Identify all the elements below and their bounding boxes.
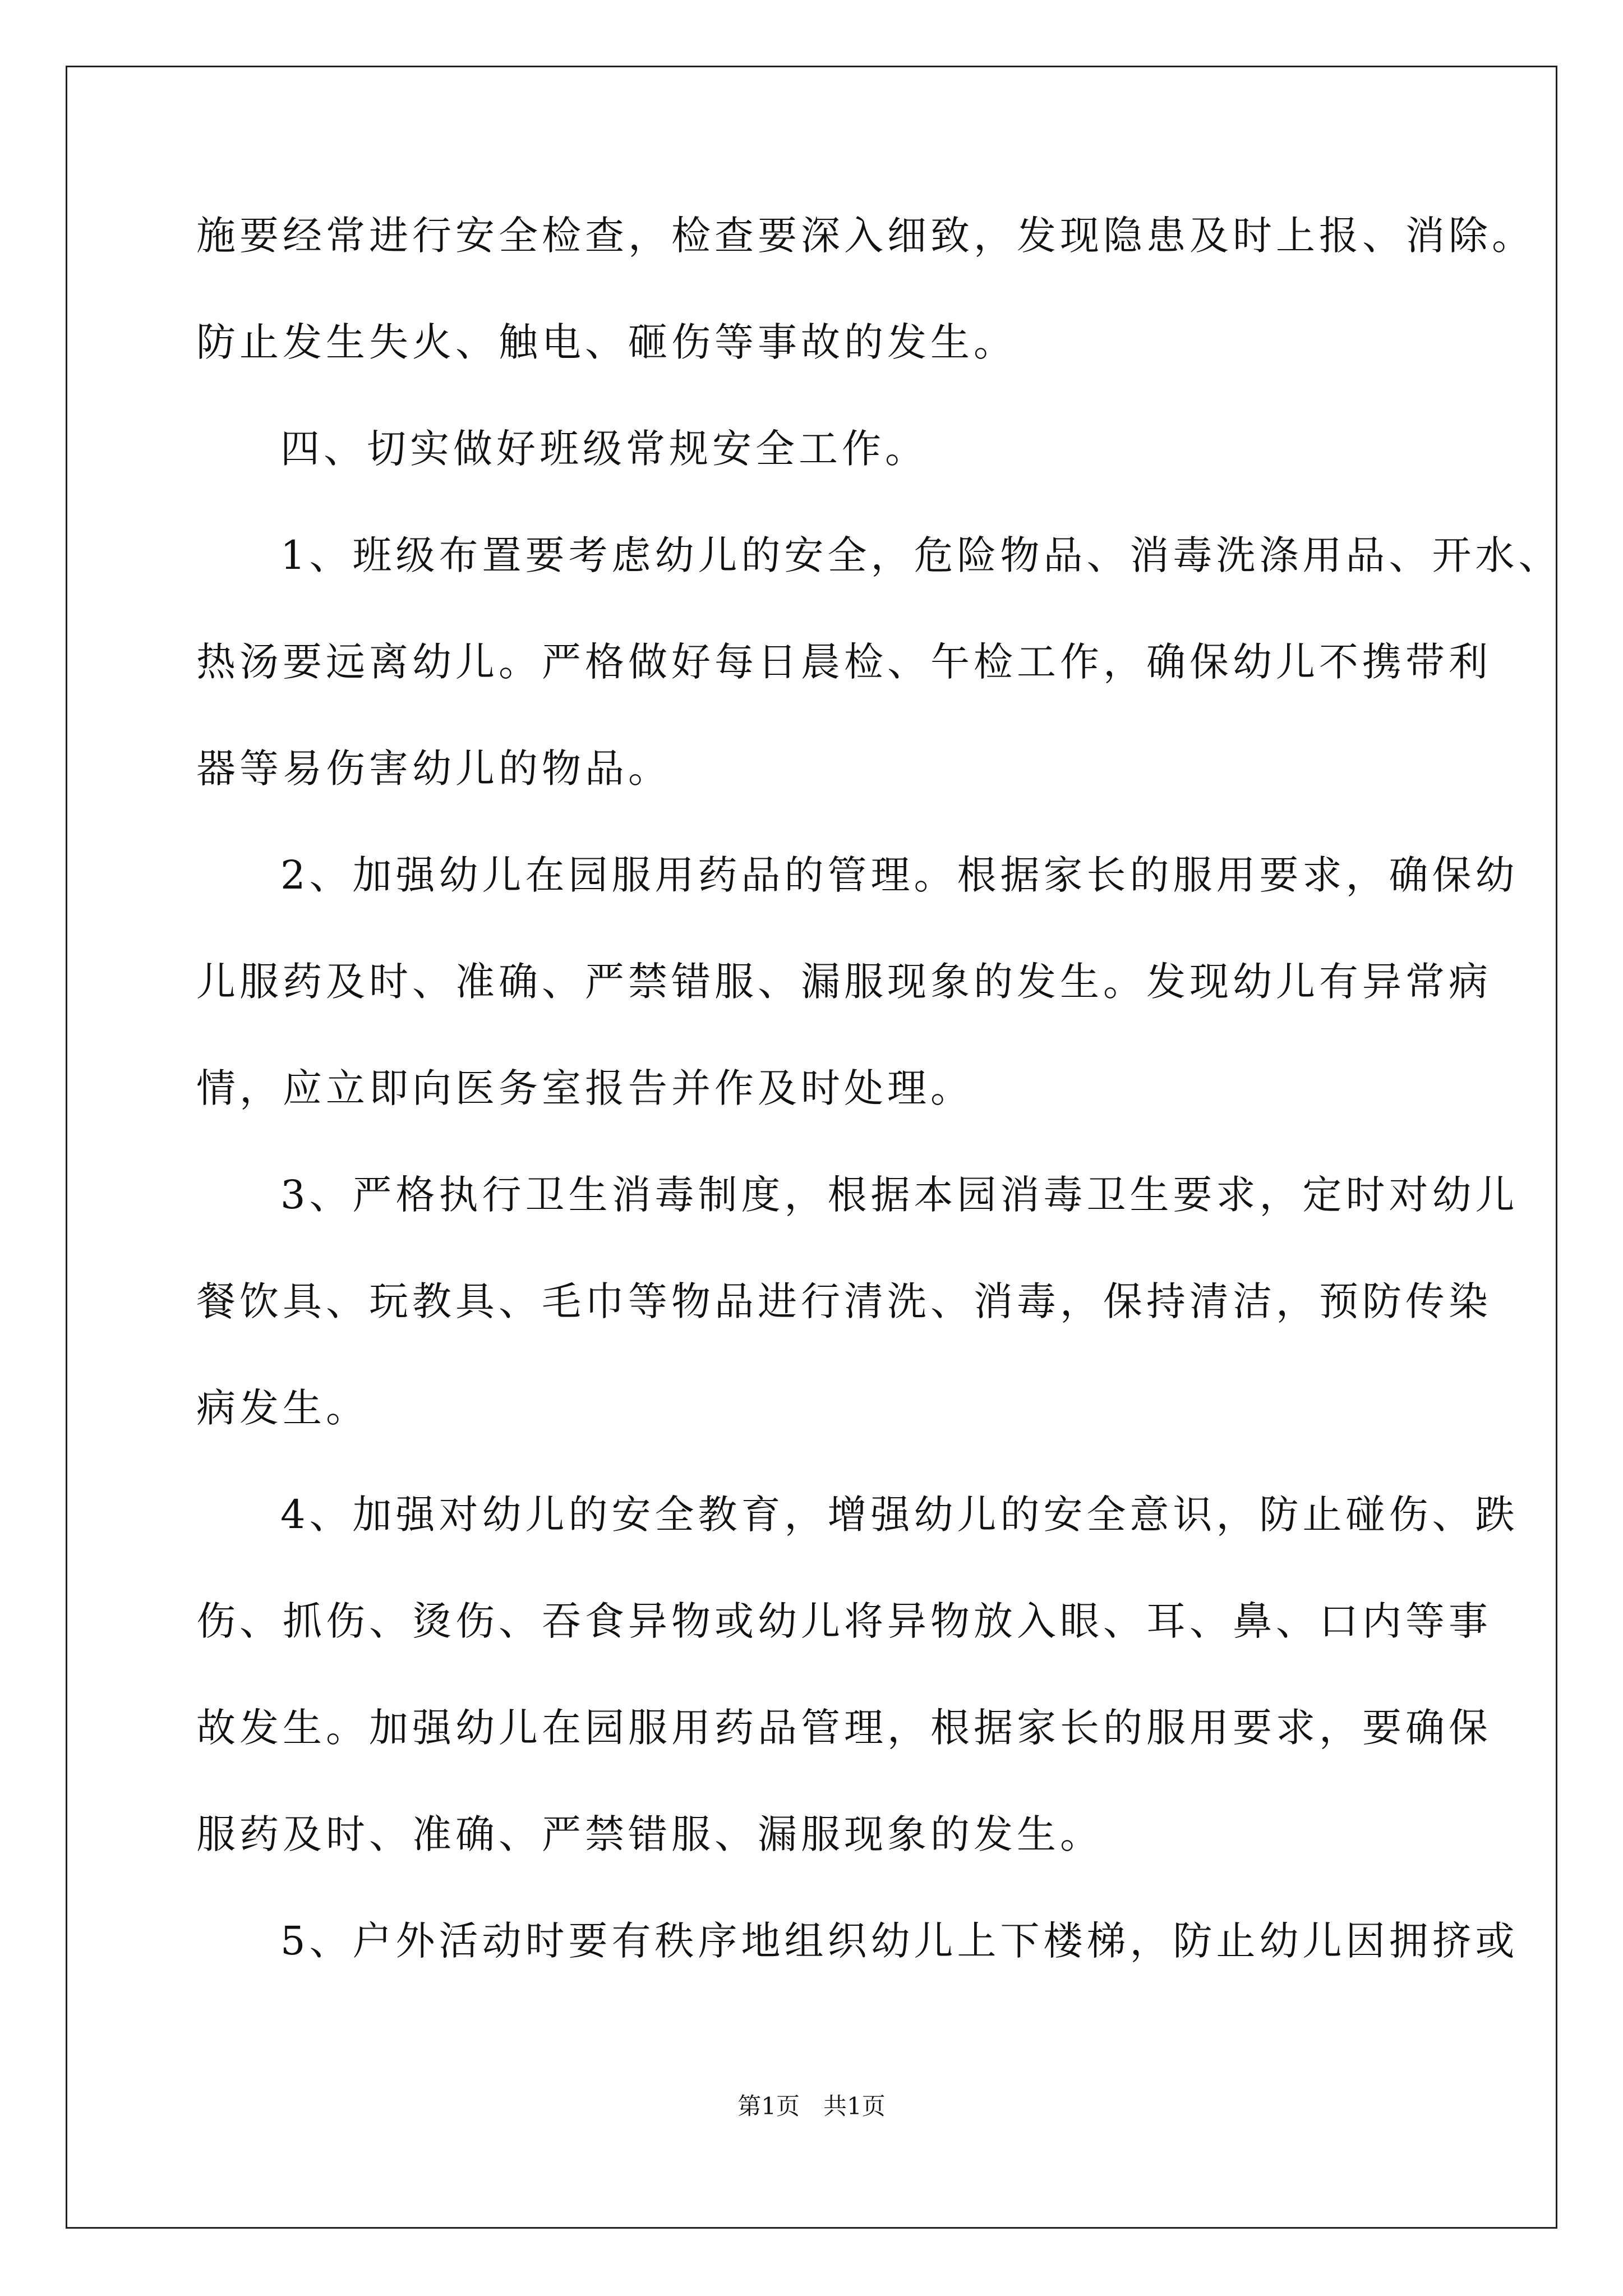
text-line-12: 病发生。 [196, 1385, 369, 1431]
page-border [66, 66, 1557, 2229]
text-line-2: 防止发生失火、触电、砸伤等事故的发生。 [196, 319, 1017, 365]
text-line-7: 2、加强幼儿在园服用药品的管理。根据家长的服用要求，确保幼 [280, 852, 1519, 898]
text-line-4: 1、班级布置要考虑幼儿的安全，危险物品、消毒洗涤用品、开水、 [280, 532, 1562, 578]
text-line-9: 情，应立即向医务室报告并作及时处理。 [196, 1065, 974, 1111]
text-line-17: 5、户外活动时要有秩序地组织幼儿上下楼梯，防止幼儿因拥挤或 [280, 1918, 1519, 1964]
text-line-1: 施要经常进行安全检查，检查要深入细致，发现隐患及时上报、消除。 [196, 213, 1535, 259]
text-line-10: 3、严格执行卫生消毒制度，根据本园消毒卫生要求，定时对幼儿 [280, 1172, 1519, 1218]
text-line-14: 伤、抓伤、烫伤、吞食异物或幼儿将异物放入眼、耳、鼻、口内等事 [196, 1598, 1492, 1644]
text-line-6: 器等易伤害幼儿的物品。 [196, 746, 671, 792]
text-line-11: 餐饮具、玩教具、毛巾等物品进行清洗、消毒，保持清洁，预防传染 [196, 1278, 1492, 1324]
text-line-16: 服药及时、准确、严禁错服、漏服现象的发生。 [196, 1811, 1103, 1857]
text-line-5: 热汤要远离幼儿。严格做好每日晨检、午检工作，确保幼儿不携带利 [196, 639, 1492, 685]
text-line-8: 儿服药及时、准确、严禁错服、漏服现象的发生。发现幼儿有异常病 [196, 959, 1492, 1005]
text-line-3: 四、切实做好班级常规安全工作。 [280, 426, 928, 472]
text-line-13: 4、加强对幼儿的安全教育，增强幼儿的安全意识，防止碰伤、跌 [280, 1492, 1519, 1538]
page-number-footer: 第1页 共1页 [737, 2092, 886, 2120]
text-line-15: 故发生。加强幼儿在园服用药品管理，根据家长的服用要求，要确保 [196, 1705, 1492, 1751]
